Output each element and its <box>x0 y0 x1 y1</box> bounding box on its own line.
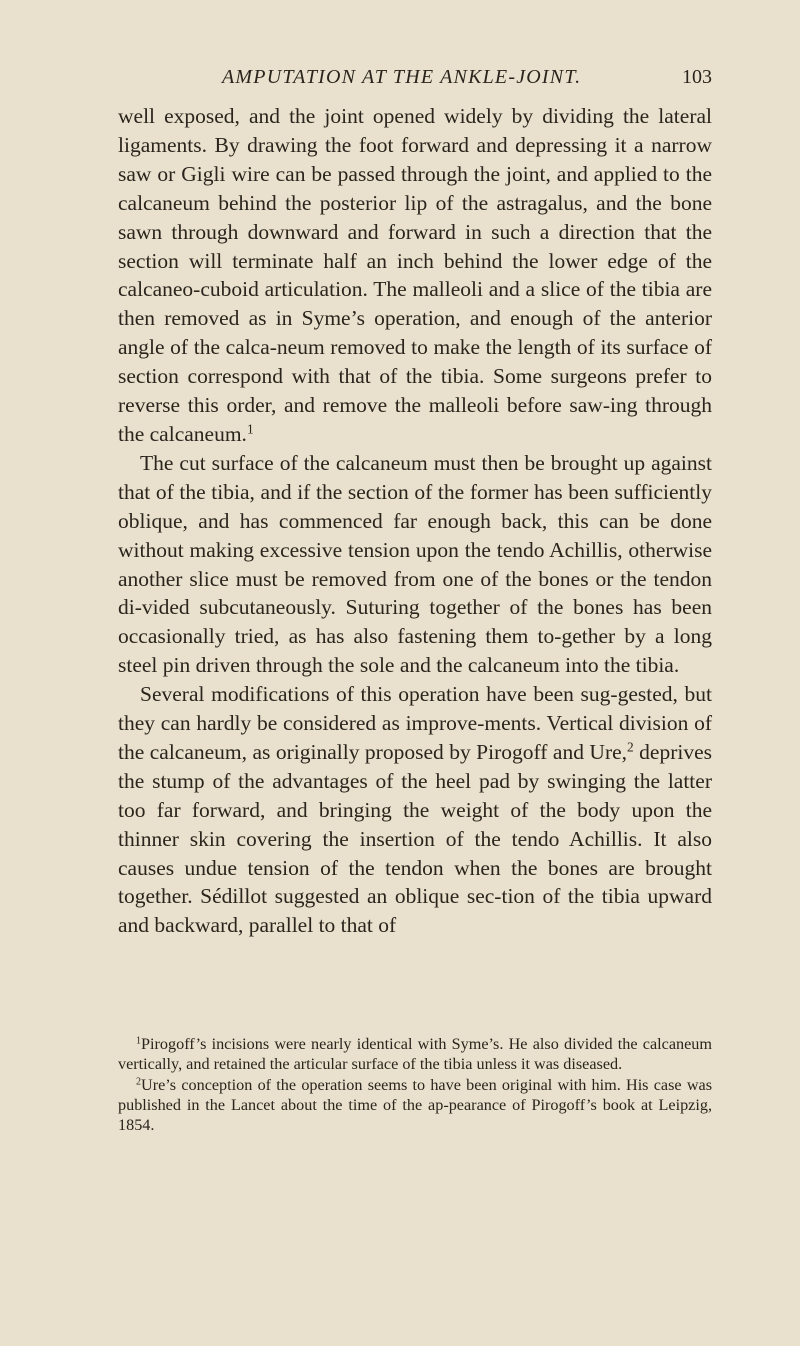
footnote-ref-1: 1 <box>246 421 254 437</box>
paragraph-3-text-b: deprives the stump of the advantages of the heel pad by swinging the latter too far forward, and bringing the weight of the body upon the thinner skin covering the insertion of the tendo Achillis. It also causes undue tension of the tendon when the bones are brought together. Sédillot suggested an oblique sec-tion of the tibia upward and backward, parallel to that of <box>118 739 713 938</box>
paragraph-3-text-a: Several modifications of this operation have been sug-gested, but they can hardly be considered as improve-ments. Vertical division of the calcaneum, as originally proposed by Pirogoff and Ure, <box>118 682 712 764</box>
page-header <box>222 66 712 94</box>
footnote-ref-2: 2 <box>627 739 634 755</box>
footnote-1-text: Pirogoff’s incisions were nearly identical with Syme’s. He also divided the calcaneum vertically, and retained the articular surface of the tibia unless it was diseased. <box>118 1035 712 1074</box>
paragraph-3 <box>118 680 712 940</box>
running-head: AMPUTATION AT THE ANKLE-JOINT. <box>222 66 582 88</box>
page-number: 103 <box>682 66 712 88</box>
footnote-1-marker: 1 <box>136 1035 142 1047</box>
footnotes <box>118 1034 712 1135</box>
paragraph-2: The cut surface of the calcaneum must then be brought up against that of the tibia, and if the section of the former has been sufficiently oblique, and has commenced far enough back, this can be done without making excessive tension upon the tendo Achillis, otherwise another slice must be removed from one of the bones or the tendon di-vided subcutaneously. Suturing together of the bones has been occasionally tried, as has also fastening them to-gether by a long steel pin driven through the sole and the calcaneum into the tibia. <box>118 450 712 678</box>
footnote-1 <box>118 1034 712 1075</box>
footnote-2 <box>118 1075 712 1136</box>
footnote-2-text: Ure’s conception of the operation seems to have been original with him. His case was published in the Lancet about the time of the ap-pearance of Pirogoff’s book at Leipzig, 1854. <box>118 1075 712 1135</box>
paragraph-1-text: well exposed, and the joint opened widely by dividing the lateral ligaments. By drawing the foot forward and depressing it a narrow saw or Gigli wire can be passed through the joint, and applied to the calcaneum behind the posterior lip of the astragalus, and the bone sawn through downward and forward in such a direction that the section will terminate half an inch behind the lower edge of the calcaneo-cuboid articulation. The malleoli and a slice of the tibia are then removed as in Syme’s operation, and enough of the anterior angle of the calca-neum removed to make the length of its surface of section correspond with that of the tibia. Some surgeons prefer to reverse this order, and remove the malleoli before saw-ing through the calcaneum. <box>118 104 712 446</box>
footnote-2-marker: 2 <box>136 1076 142 1088</box>
paragraph-1 <box>118 102 712 449</box>
body-text <box>118 102 712 940</box>
